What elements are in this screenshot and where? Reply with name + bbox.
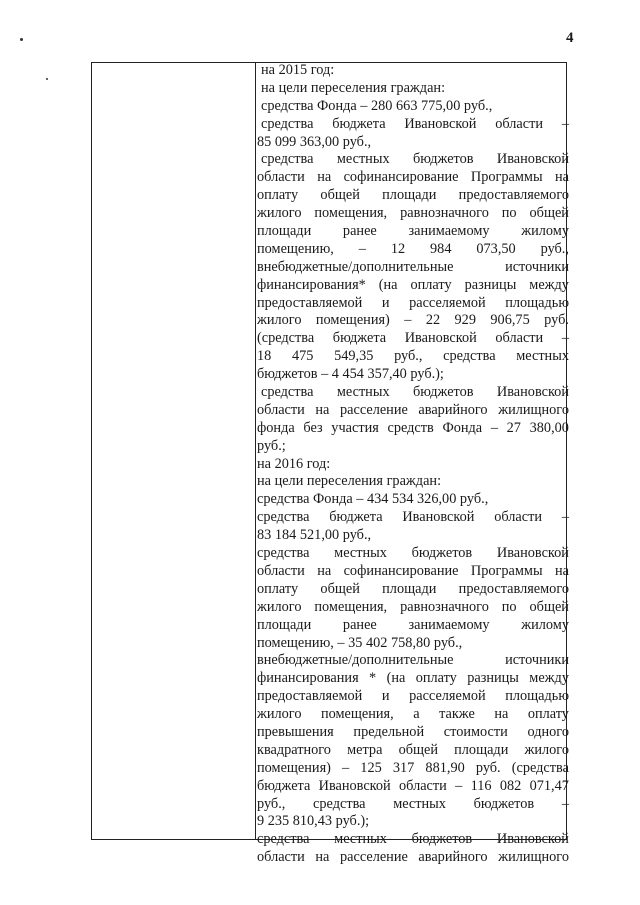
text-line: области на софинансирование Программы на: [257, 169, 569, 186]
text-line: предоставляемой и расселяемой площадью: [257, 688, 569, 705]
text-line: на цели переселения граждан:: [261, 79, 446, 96]
text-line: средства местных бюджетов Ивановской: [257, 831, 569, 848]
text-line: превышения предельной стоимости одного: [257, 723, 569, 740]
text-line: оплату общей площади предоставляемого: [257, 187, 569, 204]
text-line: средства местных бюджетов Ивановской: [257, 545, 569, 562]
text-line: области на софинансирование Программы на: [257, 562, 569, 579]
text-line: средства бюджета Ивановской области –: [257, 509, 569, 526]
table-right-cell-text: [257, 62, 569, 867]
text-line: жилого помещения) – 22 929 906,75 руб.: [257, 312, 569, 329]
text-line: бюджетов – 4 454 357,40 руб.);: [257, 366, 444, 383]
text-line: 18 475 549,35 руб., средства местных: [257, 348, 569, 365]
text-line: средства бюджета Ивановской области –: [261, 115, 569, 132]
text-line: помещения) – 125 317 881,90 руб. (средства: [257, 759, 569, 776]
text-line: средства Фонда – 280 663 775,00 руб.,: [261, 97, 493, 114]
text-line: на 2016 год:: [257, 455, 331, 472]
text-line: области на расселение аварийного жилищного: [257, 849, 569, 866]
text-line: жилого помещения, а также на оплату: [257, 706, 569, 723]
text-line: (средства бюджета Ивановской области –: [257, 330, 569, 347]
text-line: средства местных бюджетов Ивановской: [261, 151, 569, 168]
text-line: жилого помещения, равнозначного по общей: [257, 598, 569, 615]
text-line: 85 099 363,00 руб.,: [257, 133, 372, 150]
text-line: на цели переселения граждан:: [257, 473, 442, 490]
text-line: помещению, – 35 402 758,80 руб.,: [257, 634, 463, 651]
text-line: площади ранее занимаемому жилому: [257, 616, 569, 633]
page-number: 4: [566, 30, 574, 46]
text-line: финансирования * (на оплату разницы между: [257, 670, 569, 687]
text-line: финансирования* (на оплату разницы между: [257, 276, 569, 293]
text-line: фонда без участия средств Фонда – 27 380,00: [257, 419, 569, 436]
text-line: средства местных бюджетов Ивановской: [261, 384, 569, 401]
text-line: помещению, – 12 984 073,50 руб.,: [257, 240, 569, 257]
text-line: внебюджетные/дополнительные источники: [257, 258, 569, 275]
text-line: площади ранее занимаемому жилому: [257, 223, 569, 240]
text-line: жилого помещения, равнозначного по общей: [257, 205, 569, 222]
text-line: средства Фонда – 434 534 326,00 руб.,: [257, 491, 489, 508]
text-line: квадратного метра общей площади жилого: [257, 741, 569, 758]
column-divider: [255, 63, 256, 839]
text-line: руб.;: [257, 437, 286, 454]
text-line: внебюджетные/дополнительные источники: [257, 652, 569, 669]
text-line: бюджета Ивановской области – 116 082 071,47: [257, 777, 569, 794]
text-line: руб., средства местных бюджетов –: [257, 795, 569, 812]
text-line: области на расселение аварийного жилищного: [257, 401, 569, 418]
scan-speck: [46, 78, 48, 80]
text-line: на 2015 год:: [261, 62, 335, 78]
text-line: 9 235 810,43 руб.);: [257, 813, 370, 830]
text-line: оплату общей площади предоставляемого: [257, 580, 569, 597]
text-line: 83 184 521,00 руб.,: [257, 527, 372, 544]
text-line: предоставляемой и расселяемой площадью: [257, 294, 569, 311]
scan-speck: [20, 38, 23, 41]
